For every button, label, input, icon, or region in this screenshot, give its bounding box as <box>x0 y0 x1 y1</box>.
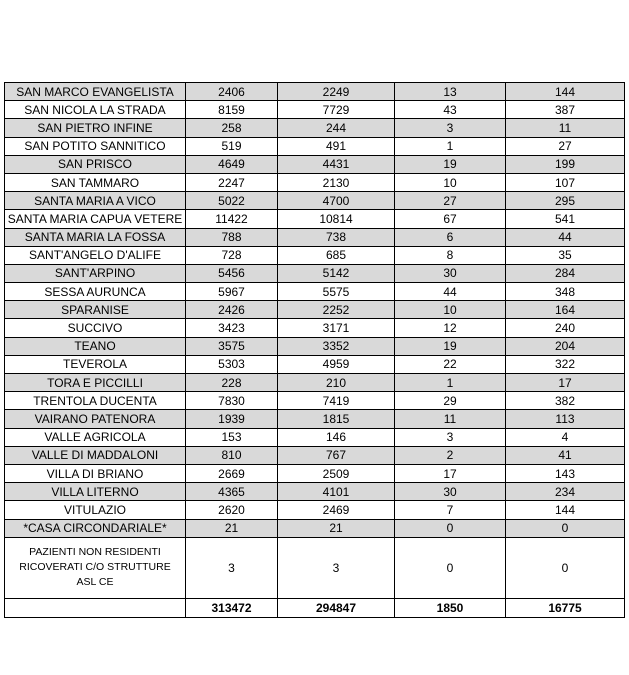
table-row <box>5 192 625 210</box>
value-cell-3: 30 <box>395 264 506 282</box>
value-cell-3: 1 <box>395 137 506 155</box>
value-cell-1: 2426 <box>186 301 278 319</box>
municipality-cell: SANTA MARIA CAPUA VETERE <box>5 210 186 228</box>
table-row <box>5 392 625 410</box>
value-cell-1: 2406 <box>186 83 278 101</box>
value-cell-1: 3423 <box>186 319 278 337</box>
value-cell-1: 519 <box>186 137 278 155</box>
value-cell-4: 382 <box>506 392 625 410</box>
value-cell-1: 5022 <box>186 192 278 210</box>
value-cell-4: 322 <box>506 355 625 373</box>
municipality-cell: TEVEROLA <box>5 355 186 373</box>
value-cell-4: 240 <box>506 319 625 337</box>
value-cell-4: 199 <box>506 155 625 173</box>
value-cell-4: 4 <box>506 428 625 446</box>
value-cell-1: 5967 <box>186 283 278 301</box>
value-cell-2: 5575 <box>278 283 395 301</box>
value-cell-2: 4101 <box>278 483 395 501</box>
value-cell-3: 7 <box>395 501 506 519</box>
municipality-cell: SAN NICOLA LA STRADA <box>5 101 186 119</box>
value-cell-2: 2509 <box>278 464 395 482</box>
value-cell-3: 17 <box>395 464 506 482</box>
value-cell-1: 728 <box>186 246 278 264</box>
value-cell-2: 4959 <box>278 355 395 373</box>
total-value-2: 294847 <box>278 598 395 617</box>
value-cell-1: 788 <box>186 228 278 246</box>
value-cell-3: 30 <box>395 483 506 501</box>
value-cell-1: 2247 <box>186 173 278 191</box>
value-cell-1: 7830 <box>186 392 278 410</box>
table-row <box>5 137 625 155</box>
value-cell-4: 113 <box>506 410 625 428</box>
value-cell-4: 107 <box>506 173 625 191</box>
value-cell-4: 284 <box>506 264 625 282</box>
value-cell-3: 2 <box>395 446 506 464</box>
municipality-cell: SAN PRISCO <box>5 155 186 173</box>
value-cell-1: 153 <box>186 428 278 446</box>
municipality-cell: PAZIENTI NON RESIDENTI RICOVERATI C/O STRUTTURE ASL CE <box>5 537 186 598</box>
value-cell-4: 41 <box>506 446 625 464</box>
value-cell-1: 11422 <box>186 210 278 228</box>
table-row <box>5 264 625 282</box>
municipality-cell: SANTA MARIA A VICO <box>5 192 186 210</box>
table-row <box>5 155 625 173</box>
value-cell-1: 5303 <box>186 355 278 373</box>
value-cell-4: 204 <box>506 337 625 355</box>
value-cell-3: 44 <box>395 283 506 301</box>
value-cell-2: 2469 <box>278 501 395 519</box>
totals-label-cell <box>5 598 186 617</box>
table-row <box>5 446 625 464</box>
municipality-cell: SANT'ANGELO D'ALIFE <box>5 246 186 264</box>
value-cell-2: 4431 <box>278 155 395 173</box>
value-cell-4: 387 <box>506 101 625 119</box>
value-cell-2: 767 <box>278 446 395 464</box>
value-cell-4: 144 <box>506 83 625 101</box>
value-cell-3: 67 <box>395 210 506 228</box>
value-cell-3: 3 <box>395 428 506 446</box>
value-cell-1: 2669 <box>186 464 278 482</box>
value-cell-3: 10 <box>395 301 506 319</box>
value-cell-4: 44 <box>506 228 625 246</box>
value-cell-3: 43 <box>395 101 506 119</box>
value-cell-2: 10814 <box>278 210 395 228</box>
value-cell-1: 5456 <box>186 264 278 282</box>
municipality-cell: VALLE AGRICOLA <box>5 428 186 446</box>
value-cell-1: 21 <box>186 519 278 537</box>
table-row <box>5 246 625 264</box>
value-cell-3: 10 <box>395 173 506 191</box>
value-cell-3: 8 <box>395 246 506 264</box>
table-row <box>5 464 625 482</box>
total-value-4: 16775 <box>506 598 625 617</box>
value-cell-3: 1 <box>395 374 506 392</box>
municipality-cell: SAN TAMMARO <box>5 173 186 191</box>
value-cell-1: 4365 <box>186 483 278 501</box>
value-cell-4: 17 <box>506 374 625 392</box>
table-row <box>5 301 625 319</box>
value-cell-1: 1939 <box>186 410 278 428</box>
municipality-cell: VITULAZIO <box>5 501 186 519</box>
value-cell-1: 2620 <box>186 501 278 519</box>
value-cell-2: 2252 <box>278 301 395 319</box>
value-cell-4: 11 <box>506 119 625 137</box>
value-cell-2: 2249 <box>278 83 395 101</box>
municipality-cell: VILLA DI BRIANO <box>5 464 186 482</box>
municipality-cell: SESSA AURUNCA <box>5 283 186 301</box>
table-row <box>5 101 625 119</box>
value-cell-3: 11 <box>395 410 506 428</box>
municipality-cell: SAN PIETRO INFINE <box>5 119 186 137</box>
value-cell-2: 210 <box>278 374 395 392</box>
value-cell-4: 143 <box>506 464 625 482</box>
value-cell-2: 7729 <box>278 101 395 119</box>
value-cell-4: 164 <box>506 301 625 319</box>
total-value-1: 313472 <box>186 598 278 617</box>
value-cell-2: 685 <box>278 246 395 264</box>
total-value-3: 1850 <box>395 598 506 617</box>
value-cell-1: 4649 <box>186 155 278 173</box>
value-cell-2: 4700 <box>278 192 395 210</box>
municipality-cell: TRENTOLA DUCENTA <box>5 392 186 410</box>
municipality-cell: TORA E PICCILLI <box>5 374 186 392</box>
table-row <box>5 355 625 373</box>
table-row <box>5 428 625 446</box>
table-row <box>5 210 625 228</box>
municipality-cell: SANT'ARPINO <box>5 264 186 282</box>
value-cell-4: 0 <box>506 537 625 598</box>
value-cell-3: 6 <box>395 228 506 246</box>
municipality-cell: SAN MARCO EVANGELISTA <box>5 83 186 101</box>
table-row <box>5 483 625 501</box>
value-cell-2: 738 <box>278 228 395 246</box>
value-cell-3: 12 <box>395 319 506 337</box>
totals-row <box>5 598 625 617</box>
value-cell-4: 0 <box>506 519 625 537</box>
value-cell-2: 5142 <box>278 264 395 282</box>
table-row <box>5 501 625 519</box>
value-cell-4: 348 <box>506 283 625 301</box>
value-cell-2: 2130 <box>278 173 395 191</box>
value-cell-2: 3352 <box>278 337 395 355</box>
value-cell-4: 295 <box>506 192 625 210</box>
value-cell-4: 541 <box>506 210 625 228</box>
value-cell-1: 810 <box>186 446 278 464</box>
value-cell-4: 35 <box>506 246 625 264</box>
table-row <box>5 537 625 598</box>
value-cell-4: 234 <box>506 483 625 501</box>
municipality-cell: VAIRANO PATENORA <box>5 410 186 428</box>
table-row <box>5 228 625 246</box>
value-cell-3: 3 <box>395 119 506 137</box>
municipality-cell: SAN POTITO SANNITICO <box>5 137 186 155</box>
value-cell-2: 244 <box>278 119 395 137</box>
municipality-cell: *CASA CIRCONDARIALE* <box>5 519 186 537</box>
value-cell-3: 0 <box>395 519 506 537</box>
value-cell-1: 3575 <box>186 337 278 355</box>
value-cell-2: 146 <box>278 428 395 446</box>
table-row <box>5 119 625 137</box>
value-cell-4: 144 <box>506 501 625 519</box>
value-cell-3: 13 <box>395 83 506 101</box>
value-cell-3: 29 <box>395 392 506 410</box>
table-row <box>5 374 625 392</box>
municipality-cell: SUCCIVO <box>5 319 186 337</box>
value-cell-2: 3 <box>278 537 395 598</box>
municipality-cell: SANTA MARIA LA FOSSA <box>5 228 186 246</box>
value-cell-1: 8159 <box>186 101 278 119</box>
value-cell-3: 22 <box>395 355 506 373</box>
value-cell-2: 21 <box>278 519 395 537</box>
municipality-cell: TEANO <box>5 337 186 355</box>
value-cell-4: 27 <box>506 137 625 155</box>
data-table <box>4 82 625 618</box>
value-cell-2: 7419 <box>278 392 395 410</box>
value-cell-2: 3171 <box>278 319 395 337</box>
value-cell-3: 19 <box>395 155 506 173</box>
value-cell-1: 228 <box>186 374 278 392</box>
value-cell-2: 491 <box>278 137 395 155</box>
table-row <box>5 283 625 301</box>
value-cell-3: 27 <box>395 192 506 210</box>
table-row <box>5 83 625 101</box>
table-row <box>5 410 625 428</box>
table-row <box>5 337 625 355</box>
value-cell-3: 0 <box>395 537 506 598</box>
municipality-cell: VALLE DI MADDALONI <box>5 446 186 464</box>
value-cell-3: 19 <box>395 337 506 355</box>
table-row <box>5 173 625 191</box>
table-row <box>5 519 625 537</box>
table-row <box>5 319 625 337</box>
table-body <box>5 83 625 618</box>
value-cell-1: 3 <box>186 537 278 598</box>
municipality-cell: VILLA LITERNO <box>5 483 186 501</box>
value-cell-2: 1815 <box>278 410 395 428</box>
municipality-cell: SPARANISE <box>5 301 186 319</box>
value-cell-1: 258 <box>186 119 278 137</box>
